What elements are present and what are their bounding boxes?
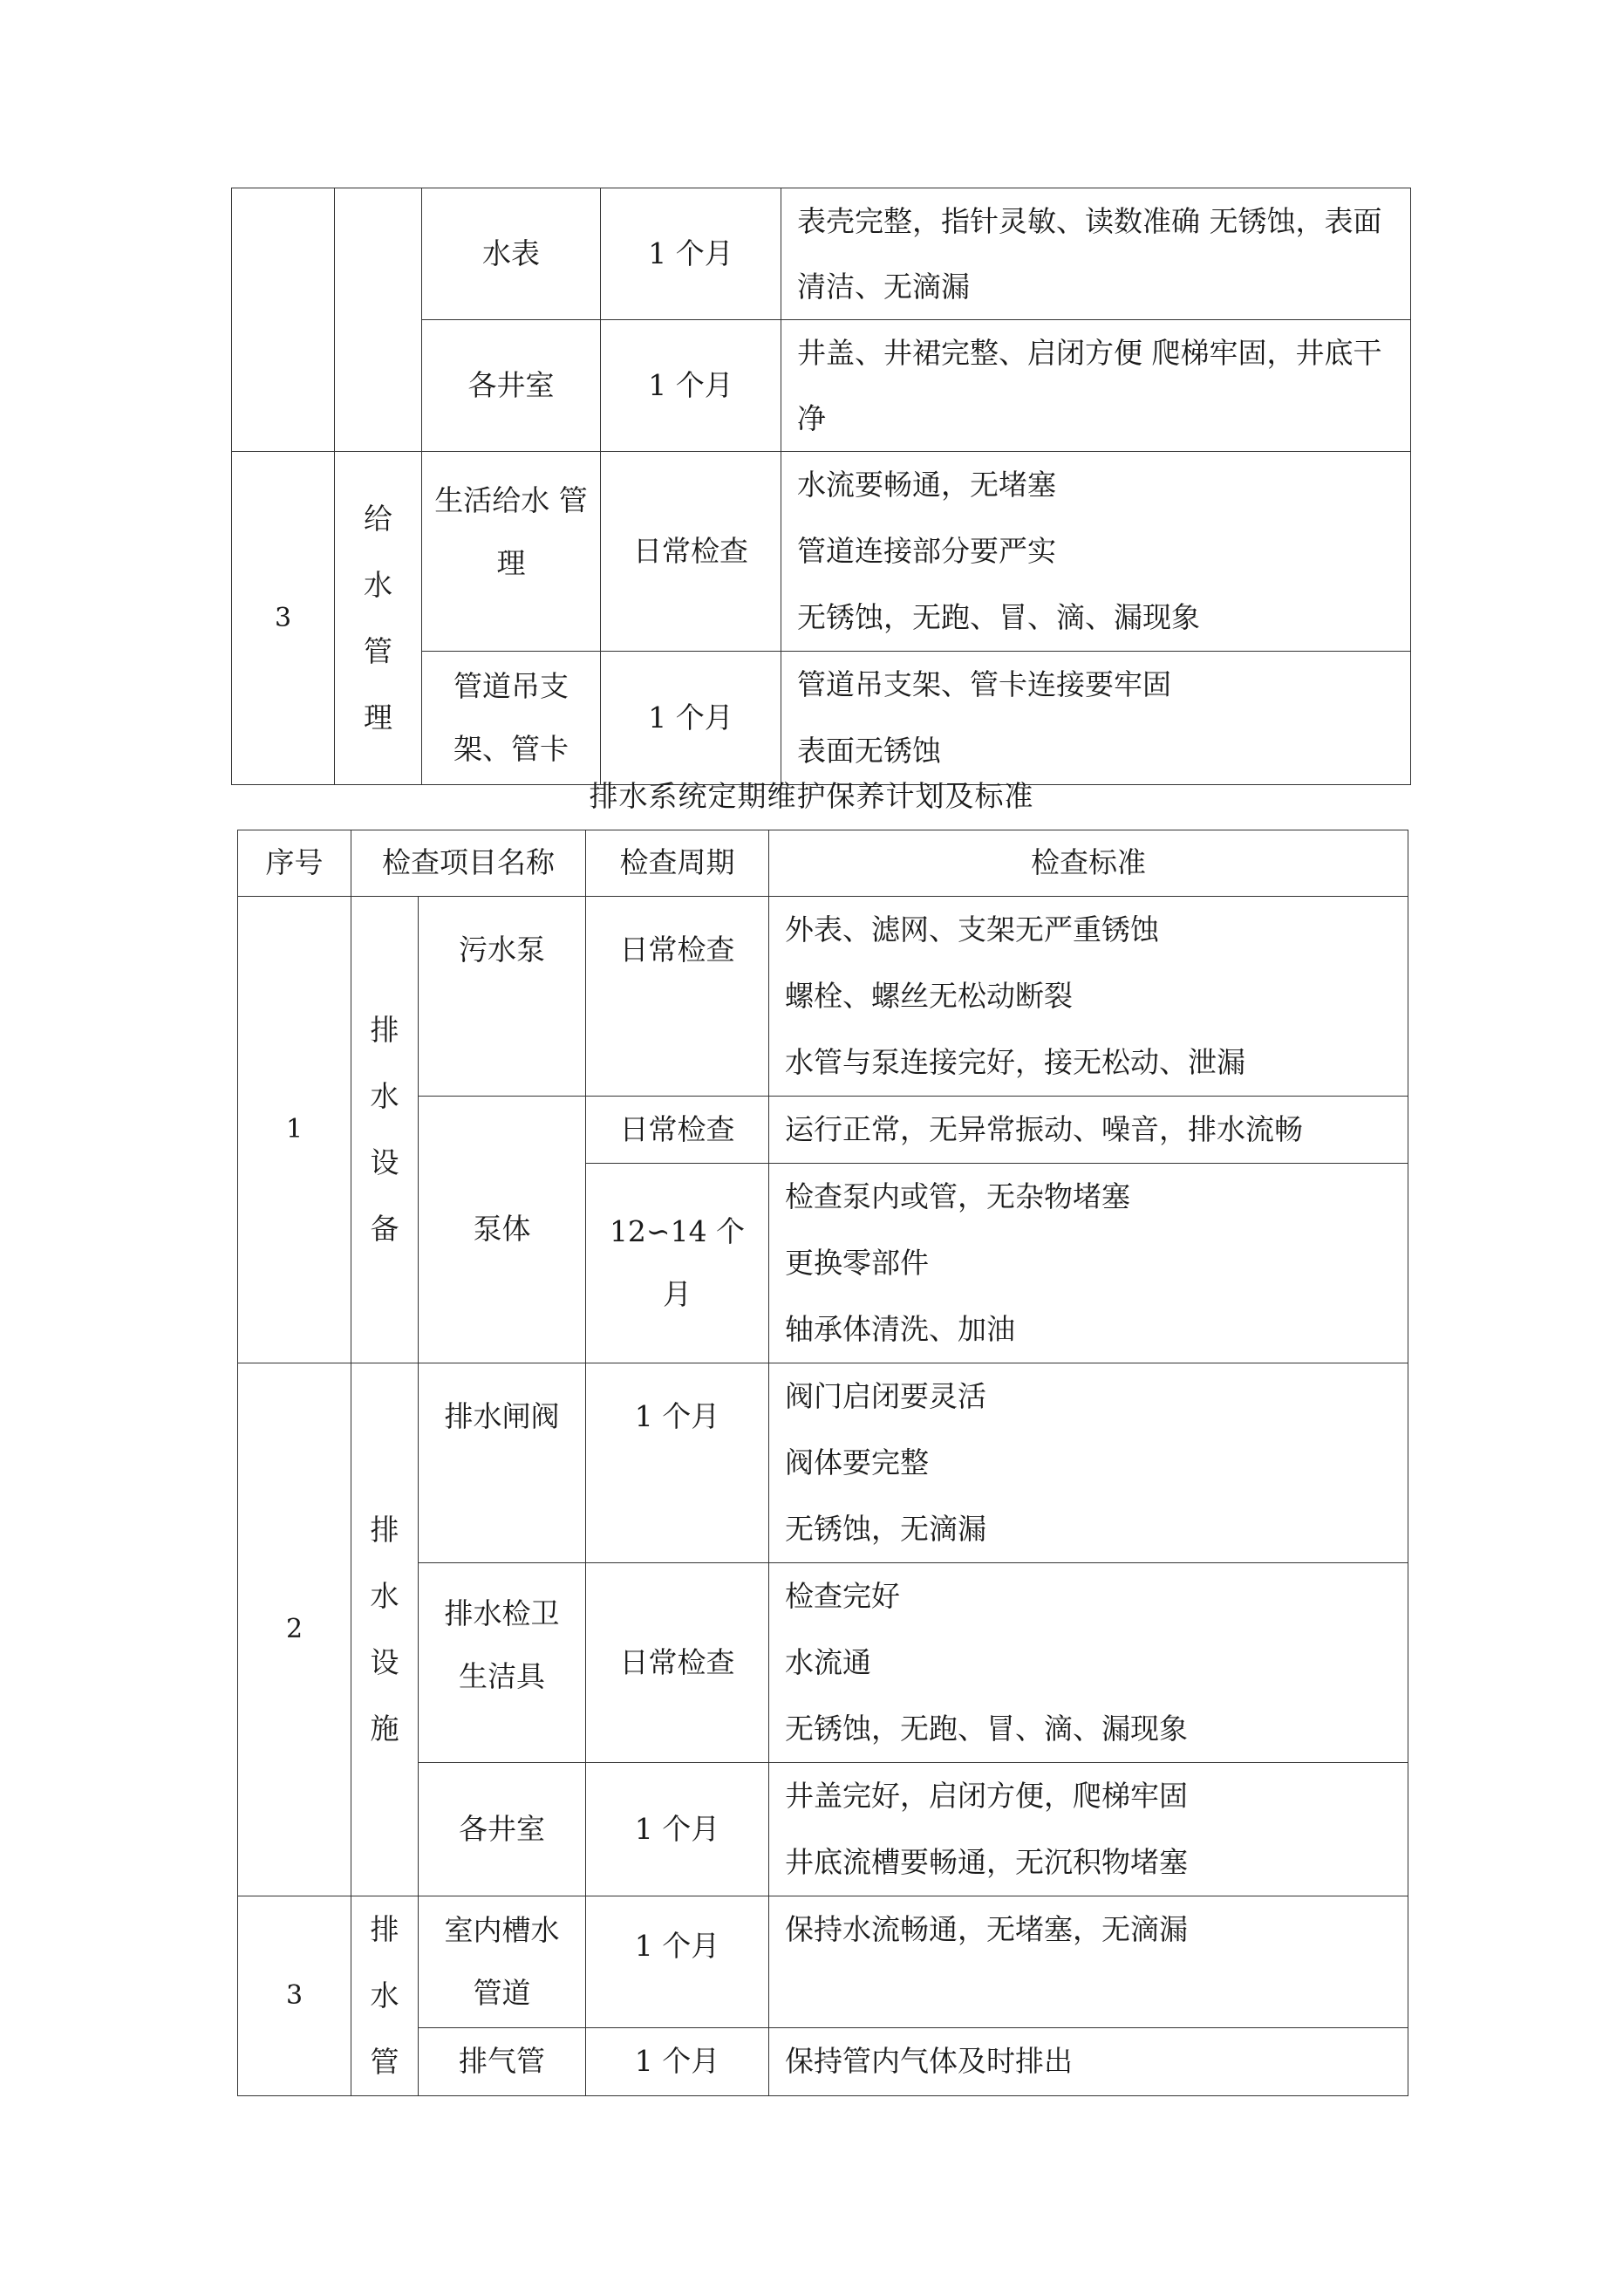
standard-line: 表面无锈蚀 (797, 734, 941, 768)
item-cell: 生活给水 管理 (422, 452, 601, 652)
category-cell (351, 1363, 419, 1896)
table-row (232, 188, 1411, 320)
category-char: 水 (364, 567, 392, 602)
standard-line: 检查完好 (785, 1579, 900, 1613)
standard-line: 更换零部件 (785, 1246, 929, 1280)
standard-line: 保持水流畅通，无堵塞，无滴漏 (785, 1912, 1188, 1946)
category-cell (335, 452, 422, 785)
header-seq: 序号 (238, 830, 351, 897)
item-cell: 各井室 (422, 320, 601, 452)
table-header-row (238, 830, 1408, 897)
header-standard: 检查标准 (769, 830, 1408, 897)
standard-line: 表壳完整，指针灵敏、读数准确 无锈蚀，表面清洁、无滴漏 (797, 204, 1382, 304)
category-cell (351, 897, 419, 1363)
standard-cell (769, 1363, 1408, 1563)
standard-line: 保持管内气体及时排出 (785, 2044, 1073, 2079)
period-cell: 1 个月 (601, 188, 781, 320)
header-period: 检查周期 (586, 830, 769, 897)
standard-line: 井底流槽要畅通，无沉积物堵塞 (785, 1845, 1188, 1879)
standard-cell (769, 1164, 1408, 1363)
category-char: 设 (370, 1145, 399, 1179)
standard-cell (769, 1097, 1408, 1164)
section-heading: 排水系统定期维护保养计划及标准 (589, 779, 1034, 813)
standard-line: 阀体要完整 (785, 1445, 929, 1479)
standard-cell (769, 1896, 1408, 2028)
period-cell: 1 个月 (601, 652, 781, 785)
seq-cell: 3 (232, 452, 335, 785)
standard-cell (781, 320, 1411, 452)
item-cell: 污水泵 (419, 897, 586, 1097)
item-cell: 水表 (422, 188, 601, 320)
period-cell: 1 个月 (586, 1363, 769, 1563)
standard-line: 无锈蚀，无滴漏 (785, 1512, 986, 1546)
standard-line: 运行正常，无异常振动、噪音，排水流畅 (785, 1112, 1303, 1146)
category-char: 水 (370, 1079, 399, 1113)
standard-line: 外表、滤网、支架无严重锈蚀 (785, 912, 1159, 946)
standard-line: 检查泵内或管，无杂物堵塞 (785, 1179, 1130, 1213)
seq-cell: 2 (238, 1363, 351, 1896)
item-cell: 排水检卫生洁具 (419, 1563, 586, 1763)
category-cell (351, 1896, 419, 2096)
category-char: 管 (364, 633, 392, 668)
standard-line: 水管与泵连接完好，接无松动、泄漏 (785, 1045, 1245, 1079)
period-cell: 日常检查 (601, 452, 781, 652)
standard-line: 水流要畅通，无堵塞 (797, 468, 1056, 502)
water-supply-table (231, 188, 1411, 785)
period-cell: 1 个月 (586, 1896, 769, 2028)
header-name: 检查项目名称 (351, 830, 586, 897)
table-row (238, 897, 1408, 1097)
standard-cell (781, 452, 1411, 652)
standard-line: 井盖完好，启闭方便，爬梯牢固 (785, 1779, 1188, 1813)
standard-cell (769, 1763, 1408, 1896)
standard-line: 轴承体清洗、加油 (785, 1312, 1015, 1346)
item-cell: 排水闸阀 (419, 1363, 586, 1563)
standard-line: 阀门启闭要灵活 (785, 1379, 986, 1413)
table-row (238, 1896, 1408, 2028)
item-cell: 泵体 (419, 1097, 586, 1363)
standard-line: 井盖、井裙完整、启闭方便 爬梯牢固，井底干净 (797, 336, 1382, 435)
standard-cell (769, 2027, 1408, 2095)
category-char: 备 (370, 1212, 399, 1246)
standard-line: 管道吊支架、管卡连接要牢固 (797, 667, 1171, 701)
drainage-table (237, 830, 1408, 2096)
category-char: 施 (370, 1712, 399, 1746)
period-cell: 日常检查 (586, 1097, 769, 1164)
standard-cell (781, 188, 1411, 320)
period-cell: 1 个月 (601, 320, 781, 452)
period-cell: 日常检查 (586, 1563, 769, 1763)
item-cell: 管道吊支架、管卡 (422, 652, 601, 785)
standard-cell (769, 897, 1408, 1097)
category-char: 排 (370, 1912, 399, 1946)
category-char: 给 (364, 501, 392, 536)
period-cell: 12∽14 个月 (586, 1164, 769, 1363)
category-char: 水 (370, 1978, 399, 2012)
category-char: 排 (370, 1013, 399, 1047)
standard-line: 水流通 (785, 1645, 871, 1679)
category-char: 排 (370, 1513, 399, 1547)
standard-line: 管道连接部分要严实 (797, 534, 1056, 568)
standard-line: 无锈蚀，无跑、冒、滴、漏现象 (797, 600, 1200, 634)
table-row (238, 1363, 1408, 1563)
category-char: 理 (364, 700, 392, 735)
category-char: 管 (370, 2045, 399, 2079)
standard-cell (769, 1563, 1408, 1763)
period-cell: 1 个月 (586, 1763, 769, 1896)
item-cell: 各井室 (419, 1763, 586, 1896)
item-cell: 室内槽水管道 (419, 1896, 586, 2028)
standard-cell (781, 652, 1411, 785)
category-char: 设 (370, 1645, 399, 1679)
seq-cell: 1 (238, 897, 351, 1363)
period-cell: 1 个月 (586, 2027, 769, 2095)
category-char: 水 (370, 1579, 399, 1613)
standard-line: 无锈蚀，无跑、冒、滴、漏现象 (785, 1712, 1188, 1746)
item-cell: 排气管 (419, 2027, 586, 2095)
period-cell: 日常检查 (586, 897, 769, 1097)
table-row (232, 452, 1411, 652)
seq-cell: 3 (238, 1896, 351, 2096)
standard-line: 螺栓、螺丝无松动断裂 (785, 979, 1073, 1013)
seq-cell-empty (232, 188, 335, 452)
category-cell-empty (335, 188, 422, 452)
